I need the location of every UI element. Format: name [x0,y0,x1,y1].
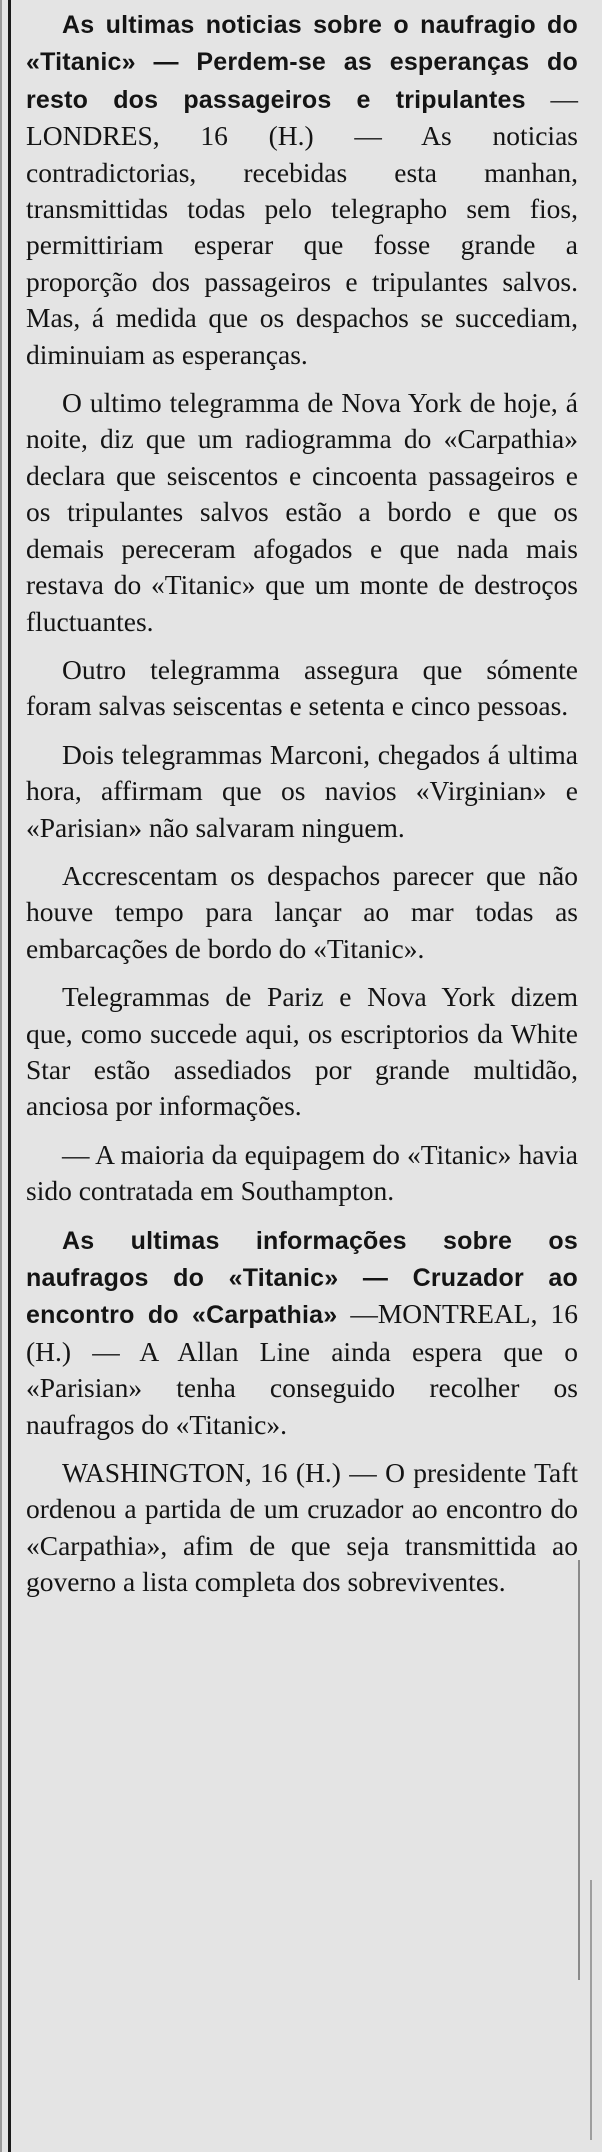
article-paragraph-2: O ultimo telegramma de Nova York de hoje, á noite, diz que um radiogramma do «Carpathia» declara que seiscentos e cincoenta passageiros e os tripulantes salvos estão a bordo e que os demais pereceram afogados e que nada mais restava do «Titanic» que um monte de destroços fluctuantes. [26,387,578,637]
article-paragraph-5: Accrescentam os despachos parecer que não houve tempo para lançar ao mar todas as embarcações de bordo do «Titanic». [26,859,578,964]
print-scratch [578,1560,580,1980]
article-column [26,6,578,1613]
article-paragraph-3: Outro telegramma assegura que sómente foram salvas seiscentas e setenta e cinco pessoas. [26,653,578,722]
dateline-london: — LONDRES, 16 (H.) — [26,82,578,152]
article-paragraph-8 [26,1222,578,1443]
headline-survivors-cruiser: As ultimas informações sobre os naufragos do «Titanic» — Cruzador ao encontro do «Carpathia» [26,1226,578,1330]
article-paragraph-7: — A maioria da equipagem do «Titanic» havia sido contratada em Southampton. [26,1138,578,1207]
paragraph-body: As noticias contradictorias, recebidas esta manhan, transmittidas todas pelo telegrapho sem fios, permittiriam esperar que fosse grande a proporção dos passageiros e tripulantes salvos. Mas, á medida que os despachos se succediam, diminuiam as esperanças. [26,120,578,370]
paragraph-body: A Allan Line ainda espera que o «Parisian» tenha conseguido recolher os naufragos do «Titanic». [26,1335,578,1440]
article-paragraph-1 [26,6,578,373]
headline-titanic-news: As ultimas noticias sobre o naufragio do «Titanic» — Perdem-se as esperanças do resto dos passageiros e tripulantes [26,11,578,114]
left-border-faint [0,0,2,2152]
dateline-montreal: —MONTREAL, 16 (H.) — [26,1298,578,1367]
column-rule [8,0,11,2152]
dateline-washington: WASHINGTON, 16 (H.) — [62,1457,386,1489]
print-scratch [590,1880,592,2140]
article-paragraph-9 [26,1455,578,1601]
paragraph-body: O presidente Taft ordenou a partida de um cruzador ao encontro do «Carpathia», afim de que seja transmittida ao governo a lista completa dos sobreviventes. [26,1457,578,1598]
article-paragraph-6: Telegrammas de Pariz e Nova York dizem que, como succede aqui, os escriptorios da White Star estão assediados por grande multidão, anciosa por informações. [26,981,578,1122]
article-paragraph-4: Dois telegrammas Marconi, chegados á ultima hora, affirmam que os navios «Virginian» e «Parisian» não salvaram ninguem. [26,738,578,843]
